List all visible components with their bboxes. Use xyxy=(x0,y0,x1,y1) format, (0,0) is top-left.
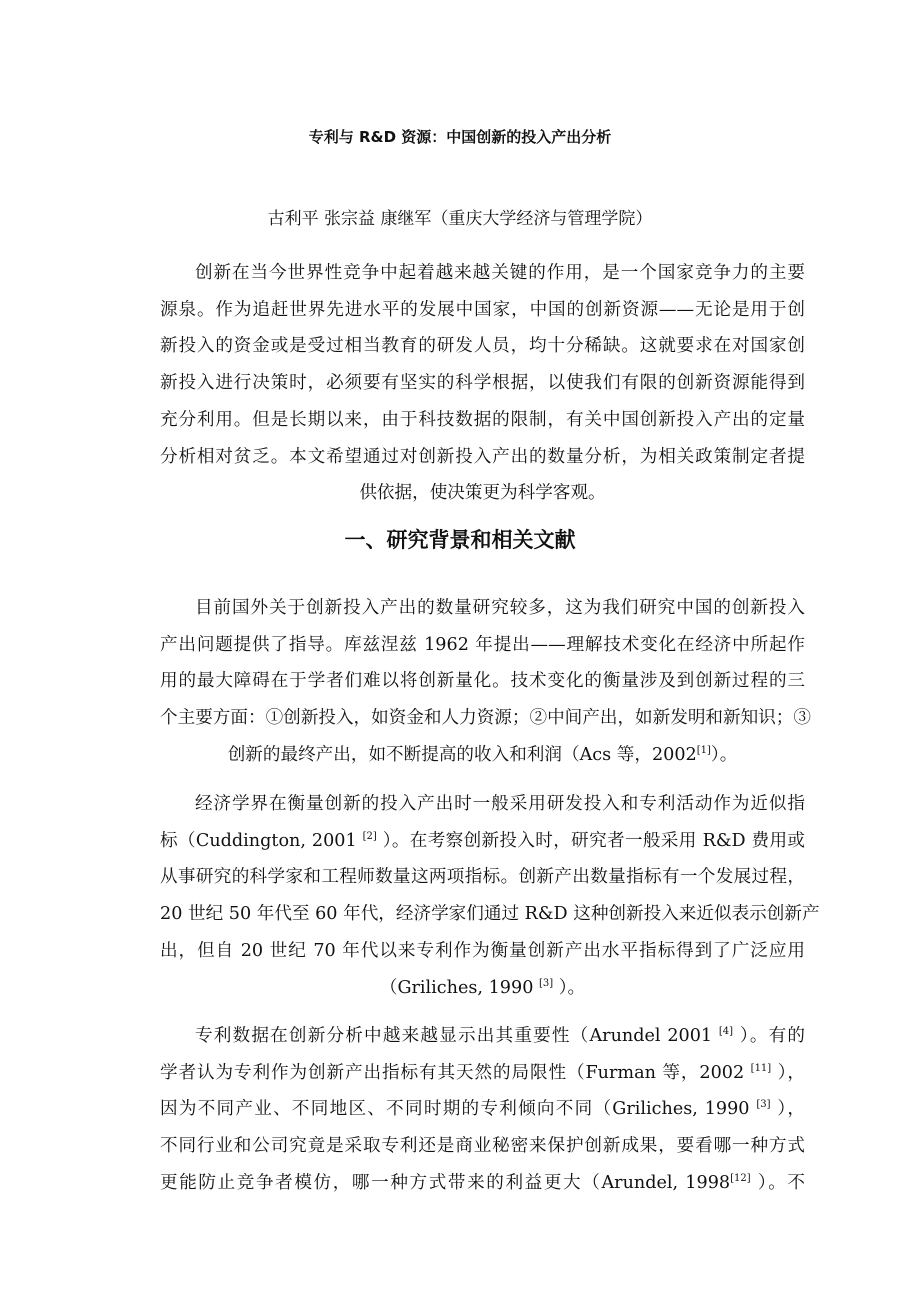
citation-text: 更能防止竞争者模仿，哪一种方式带来的利益更大（Arundel, 1998 xyxy=(160,1172,731,1193)
text-line: 供依据，使决策更为科学客观。 xyxy=(359,483,606,504)
text-line xyxy=(160,1018,805,1055)
text-line: 新投入的资金或是受过相当教育的研发人员，均十分稀缺。这就要求在对国家创 xyxy=(160,336,805,357)
text-line xyxy=(160,1091,805,1128)
citation-text: ）， xyxy=(770,1099,806,1120)
paper-title: 专利与 R&D 资源：中国创新的投入产出分析 xyxy=(308,128,612,146)
body-paragraph xyxy=(160,590,811,774)
text-line: 经济学界在衡量创新的投入产出时一般采用研发投入和专利活动作为近似指 xyxy=(195,794,805,814)
text-line xyxy=(160,1165,805,1202)
text-line: 充分利用。但是长期以来，由于科技数据的限制，有关中国创新投入产出的定量 xyxy=(160,409,805,430)
text-line: 分析相对贫乏。本文希望通过对创新投入产出的数量分析，为相关政策制定者提 xyxy=(160,446,805,467)
reference-marker: [12] xyxy=(730,1172,751,1184)
text-line xyxy=(160,970,805,1007)
author-line: 古利平 张宗益 康继军（重庆大学经济与管理学院） xyxy=(267,209,653,229)
text-line: 不同行业和公司究竟是采取专利还是商业秘密来保护创新成果，要看哪一种方式 xyxy=(160,1136,805,1157)
reference-marker: [3] xyxy=(756,1099,771,1111)
citation-text: ）。有的 xyxy=(733,1026,805,1046)
citation-text: 因为不同产业、不同地区、不同时期的专利倾向不同（Griliches, 1990 xyxy=(160,1099,757,1120)
section-heading: 一、研究背景和相关文献 xyxy=(344,528,576,552)
reference-marker: [11] xyxy=(750,1062,772,1074)
reference-marker: [2] xyxy=(362,830,377,842)
text-line: 从事研究的科学家和工程师数量这两项指标。创新产出数量指标有一个发展过程， xyxy=(160,867,805,888)
citation-text: ）， xyxy=(771,1062,805,1083)
citation-text: ）。在考察创新投入时，研究者一般采用 R&D 费用或 xyxy=(376,830,805,851)
text-line: 新投入进行决策时，必须要有坚实的科学根据，以使我们有限的创新资源能得到 xyxy=(160,373,805,394)
reference-marker: [4] xyxy=(718,1026,734,1038)
reference-marker: [1] xyxy=(696,744,711,756)
citation-text: 标（Cuddington, 2001 xyxy=(160,830,363,851)
citation-text: ）。不 xyxy=(750,1172,805,1193)
citation-text: 专利数据在创新分析中越来越显示出其重要性（Arundel 2001 xyxy=(195,1026,719,1046)
text-line: 用的最大障碍在于学者们难以将创新量化。技术变化的衡量涉及到创新过程的三 xyxy=(160,671,805,692)
text-line xyxy=(160,737,805,774)
text-line: 目前国外关于创新投入产出的数量研究较多，这为我们研究中国的创新投入 xyxy=(195,598,805,618)
abstract-paragraph xyxy=(160,255,805,512)
text-line: 个主要方面：①创新投入，如资金和人力资源；②中间产出，如新发明和新知识；③ xyxy=(160,708,811,729)
text-line: 出，但自 20 世纪 70 年代以来专利作为衡量创新产出水平指标得到了广泛应用 xyxy=(160,940,805,961)
text-line: 源泉。作为追赶世界先进水平的发展中国家，中国的创新资源——无论是用于创 xyxy=(160,299,805,320)
body-paragraph xyxy=(160,786,820,1006)
reference-marker: [3] xyxy=(538,977,554,989)
text-line xyxy=(160,823,805,860)
text-line: 创新在当今世界性竞争中起着越来越关键的作用，是一个国家竞争力的主要 xyxy=(195,263,805,283)
text-line: 20 世纪 50 年代至 60 年代，经济学家们通过 R&D 这种创新投入来近似表示创新产 xyxy=(160,904,820,925)
text-line: 产出问题提供了指导。库兹涅兹 1962 年提出——理解技术变化在经济中所起作 xyxy=(160,634,805,655)
citation-text: ）。 xyxy=(553,977,586,998)
citation-text: 创新的最终产出，如不断提高的收入和利润（Acs 等，2002 xyxy=(227,744,697,765)
citation-text: 学者认为专利作为创新产出指标有其天然的局限性（Furman 等，2002 xyxy=(160,1062,751,1083)
citation-text: ）。 xyxy=(710,744,738,765)
text-line xyxy=(160,1055,805,1092)
citation-text: （Griliches, 1990 xyxy=(379,977,539,998)
body-paragraph xyxy=(160,1018,805,1202)
